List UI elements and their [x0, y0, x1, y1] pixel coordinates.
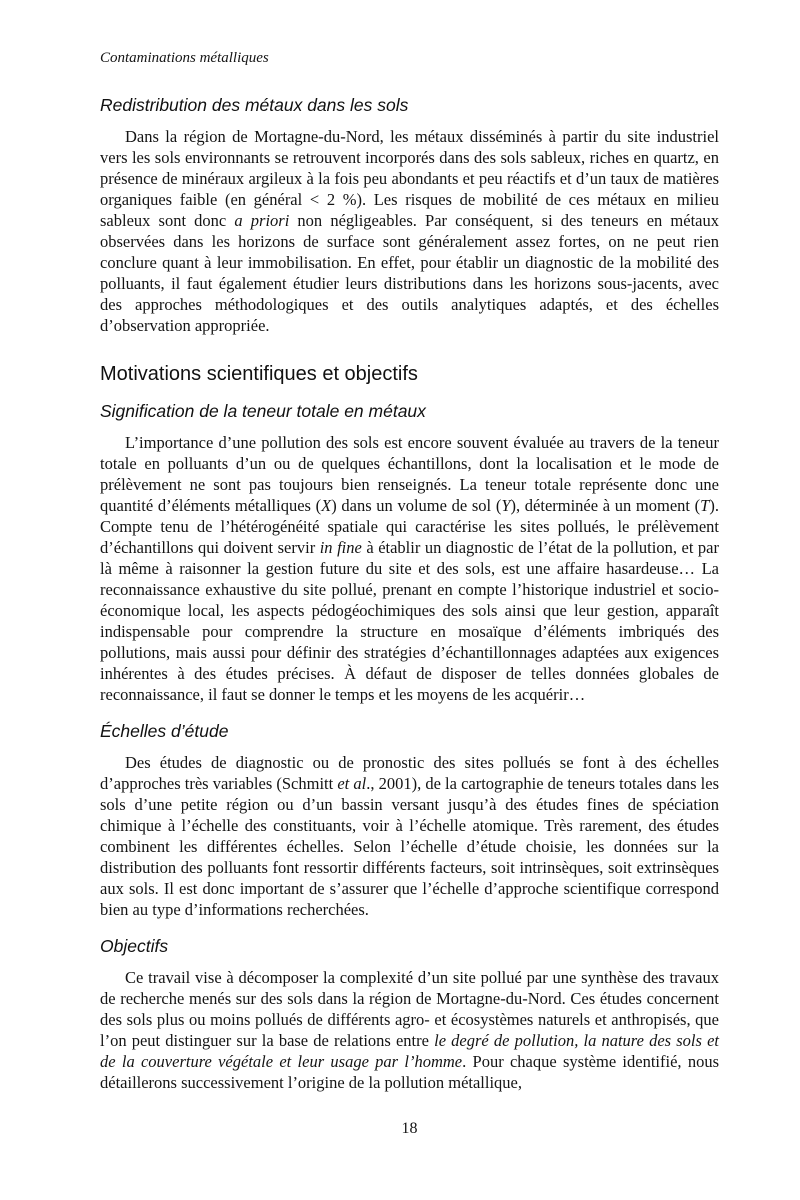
text-run: Dans la région de Mortagne-du-Nord, les métaux disséminés à partir du site industriel vers les sols environnants se retrouvent incorporés dans des sols sableux, riches en quartz, en présence de minéraux argileux à la fois peu abondants et peu réactifs et d’un taux de matières organiques faible (en général < 2 %). Les risques de mobilité de ces métaux en milieu sableux sont donc	[100, 127, 719, 230]
paragraph	[100, 126, 719, 336]
subsection-heading-signification: Signification de la teneur totale en métaux	[100, 401, 426, 421]
subsection-heading-redistribution: Redistribution des métaux dans les sols	[100, 95, 409, 115]
section-heading-motivations: Motivations scientifiques et objectifs	[100, 363, 418, 385]
paragraph	[100, 432, 719, 705]
italic-text-run: Y	[501, 496, 511, 515]
paragraph	[100, 967, 719, 1093]
text-run: Ce travail vise à décomposer la complexité d’un site pollué par une synthèse des travaux de recherche menés sur des sols dans la région de Mortagne-du-Nord. Ces études concernent des sols plus ou moins pollués de différents agro- et écosystèmes naturels et anthropisés, que l’on peut distinguer sur la base de relations entre	[100, 968, 719, 1050]
italic-text-run: in fine	[319, 538, 362, 557]
document-body	[100, 95, 719, 1093]
text-run: ) dans un volume de sol (	[331, 496, 502, 515]
text-run: Des études de diagnostic ou de pronostic des sites pollués se font à des échelles d’approches très variables (Schmitt	[100, 753, 719, 793]
text-run: ), déterminée à un moment (	[510, 496, 701, 515]
text-run: ). Compte tenu de l’hétérogénéité spatiale qui caractérise les sites pollués, le prélèvement d’échantillons qui doivent servir	[100, 496, 719, 557]
text-run: non négligeables. Par conséquent, si des teneurs en métaux observées dans les horizons de surface sont généralement assez fortes, on ne peut rien conclure quant à leur immobilisation. En effet, pour établir un diagnostic de la mobilité des polluants, il faut également étudier leurs distributions dans les horizons sous-jacents, avec des approches méthodologiques et des outils analytiques adaptés, et des échelles d’observation appropriée.	[100, 211, 719, 335]
italic-text-run: et al	[337, 774, 367, 793]
italic-text-run: le degré de pollution, la nature des sols et de la couverture végétale et leur usage par l’homme	[100, 1031, 719, 1071]
text-run: ., 2001), de la cartographie de teneurs totales dans les sols d’une petite région ou d’un bassin versant jusqu’à des études fines de spéciation chimique à l’échelle des constituants, voir à l’échelle atomique. Très rarement, des études combinent les différentes échelles. Selon l’échelle d’étude choisie, les données sur la distribution des polluants font ressortir différents facteurs, soit intrinsèques, soit extrinsèques aux sols. Il est donc important de s’assurer que l’échelle d’approche scientifique correspond bien au type d’informations recherchées.	[100, 774, 720, 919]
subsection-heading-objectifs: Objectifs	[100, 936, 169, 956]
paragraph	[100, 752, 719, 920]
text-run: L’importance d’une pollution des sols est encore souvent évaluée au travers de la teneur totale en polluants d’un ou de quelques échantillons, dont la localisation et le mode de prélèvement ne sont pas toujours bien renseignés. La teneur totale représente donc une quantité d’éléments métalliques (	[100, 433, 719, 515]
running-header: Contaminations métalliques	[100, 50, 269, 66]
text-run: . Pour chaque système identifié, nous détaillerons successivement l’origine de la pollution métallique,	[100, 1052, 719, 1092]
italic-text-run: T	[700, 496, 710, 515]
page-number: 18	[401, 1120, 418, 1137]
subsection-heading-echelles: Échelles d’étude	[100, 721, 229, 741]
italic-text-run: a priori	[234, 211, 290, 230]
italic-text-run: X	[321, 496, 332, 515]
text-run: à établir un diagnostic de l’état de la pollution, et par là même à raisonner la gestion future du site et des sols, est une affaire hasardeuse… La reconnaissance exhaustive du site pollué, prenant en compte l’historique industriel et socio-économique local, les aspects pédogéochimiques des sols ainsi que leur gestion, apparaît indispensable pour comprendre la structure en mosaïque d’éléments imbriqués des pollutions, mais aussi pour définir des stratégies d’échantillonnages adaptées aux exigences inhérentes à des études précises. À défaut de disposer de telles données globales de reconnaissance, il faut se donner le temps et les moyens de les acquérir…	[100, 538, 720, 704]
